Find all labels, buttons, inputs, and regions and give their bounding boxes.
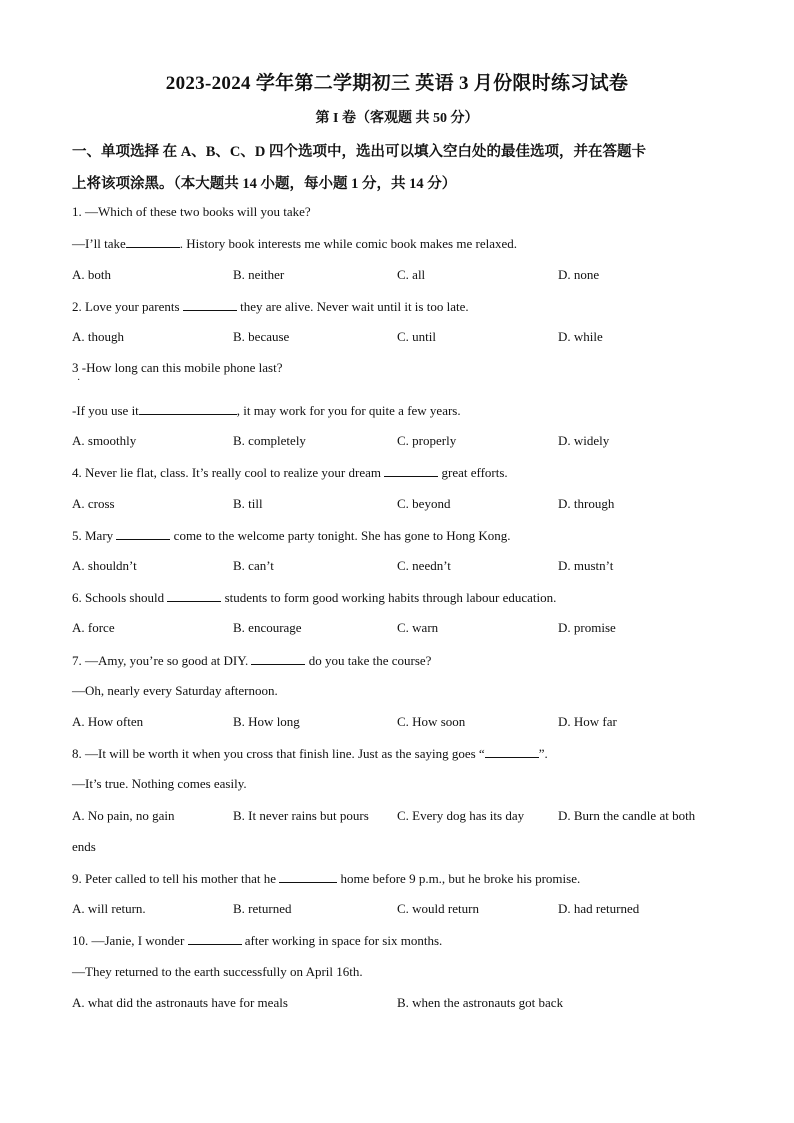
question-2-stem-suffix: they are alive. Never wait until it is too late. [236,299,469,314]
question-8-option-a: A. No pain, no gain [72,808,175,823]
question-2-option-a: A. though [72,329,124,344]
question-7-stem [72,652,431,669]
answer-blank [251,652,305,665]
question-4-option-d: D. through [558,496,615,511]
question-2-option-d: D. while [558,329,603,344]
answer-blank [485,745,539,758]
question-6-stem-suffix: students to form good working habits through labour education. [221,590,557,605]
question-8-option-c: C. Every dog has its day [397,808,525,823]
question-3-option-c: C. properly [397,433,457,448]
question-1-option-c: C. all [397,267,426,282]
question-4-stem [72,464,508,481]
question-7-option-d: D. How far [558,714,617,729]
exam-title: 2023-2024 学年第二学期初三 英语 3 月份限时练习试卷 [165,73,629,94]
question-7-option-b: B. How long [233,714,300,729]
question-6-option-d: D. promise [558,620,616,635]
answer-blank [279,870,337,883]
question-8-stem [72,745,548,762]
question-1-stem: 1. —Which of these two books will you take? [72,204,311,219]
question-4-stem-prefix: 4. Never lie flat, class. It’s really cool to realize your dream [72,465,385,480]
question-5-option-d: D. mustn’t [558,558,614,573]
question-10-option-b: B. when the astronauts got back [397,995,564,1010]
question-2-option-c: C. until [397,329,437,344]
question-7-stem-prefix: 7. —Amy, you’re so good at DIY. [72,653,252,668]
question-8-reply: —It’s true. Nothing comes easily. [72,776,247,791]
question-9-stem-prefix: 9. Peter called to tell his mother that he [72,871,280,886]
question-10-option-a: A. what did the astronauts have for meals [72,995,288,1010]
answer-blank [183,298,237,311]
question-6-option-b: B. encourage [233,620,302,635]
question-4-stem-suffix: great efforts. [438,465,508,480]
question-9-stem-suffix: home before 9 p.m., but he broke his promise. [337,871,581,886]
question-3-answer-prefix: -If you use it [72,403,139,418]
question-7-option-a: A. How often [72,714,144,729]
question-6-stem [72,589,556,606]
question-6-stem-prefix: 6. Schools should [72,590,168,605]
question-1-option-a: A. both [72,267,111,282]
question-9-option-b: B. returned [233,901,292,916]
question-1-option-d: D. none [558,267,600,282]
question-10-stem [72,932,442,949]
question-2-stem [72,298,469,315]
answer-blank [116,527,170,540]
question-1-answer-line [72,235,517,252]
question-8-option-d-continued: ends [72,839,96,854]
question-8-option-d: D. Burn the candle at both [558,808,696,823]
question-2-stem-prefix: 2. Love your parents [72,299,183,314]
question-3-answer-line [72,402,461,419]
question-5-option-c: C. needn’t [397,558,451,573]
answer-blank [126,235,180,248]
question-7-reply: —Oh, nearly every Saturday afternoon. [72,683,278,698]
question-9-option-a: A. will return. [72,901,146,916]
question-3-stem: 3 -How long can this mobile phone last? [72,360,283,375]
question-2-option-b: B. because [233,329,290,344]
question-3-answer-suffix: , it may work for you for quite a few years. [236,403,461,418]
question-4-option-b: B. till [233,496,263,511]
question-5-option-b: B. can’t [233,558,274,573]
question-8-stem-suffix: ”. [538,746,548,761]
question-5-stem-suffix: come to the welcome party tonight. She has gone to Hong Kong. [170,528,511,543]
question-7-option-c: C. How soon [397,714,466,729]
question-10-reply: —They returned to the earth successfully on April 16th. [72,964,363,979]
question-10-stem-prefix: 10. —Janie, I wonder [72,933,188,948]
question-3-option-a: A. smoothly [72,433,137,448]
question-6-option-c: C. warn [397,620,439,635]
question-9-option-c: C. would return [397,901,479,916]
answer-blank [167,589,221,602]
question-5-stem-prefix: 5. Mary [72,528,117,543]
question-10-stem-suffix: after working in space for six months. [241,933,443,948]
question-8-option-b: B. It never rains but pours [233,808,369,823]
question-6-option-a: A. force [72,620,115,635]
question-9-option-d: D. had returned [558,901,640,916]
stray-mark: · [77,375,81,386]
section-instruction-line-1: 一、单项选择 在 A、B、C、D 四个选项中，选出可以填入空白处的最佳选项，并在答题卡 [72,144,646,160]
question-3-option-b: B. completely [233,433,306,448]
question-1-answer-prefix: —I’ll take [72,236,126,251]
question-1-option-b: B. neither [233,267,285,282]
answer-blank [384,464,438,477]
exam-subtitle: 第 I 卷（客观题 共 50 分） [315,111,479,126]
answer-blank [139,402,237,415]
question-9-stem [72,870,580,887]
question-5-option-a: A. shouldn’t [72,558,137,573]
answer-blank [188,932,242,945]
question-1-answer-suffix: . History book interests me while comic book makes me relaxed. [179,236,517,251]
question-4-option-c: C. beyond [397,496,451,511]
question-3-option-d: D. widely [558,433,610,448]
question-5-stem [72,527,511,544]
question-7-stem-suffix: do you take the course? [305,653,432,668]
question-8-stem-prefix: 8. —It will be worth it when you cross that finish line. Just as the saying goes “ [72,746,485,761]
section-instruction-line-2: 上将该项涂黑。（本大题共 14 小题，每小题 1 分，共 14 分） [72,176,457,192]
question-4-option-a: A. cross [72,496,115,511]
